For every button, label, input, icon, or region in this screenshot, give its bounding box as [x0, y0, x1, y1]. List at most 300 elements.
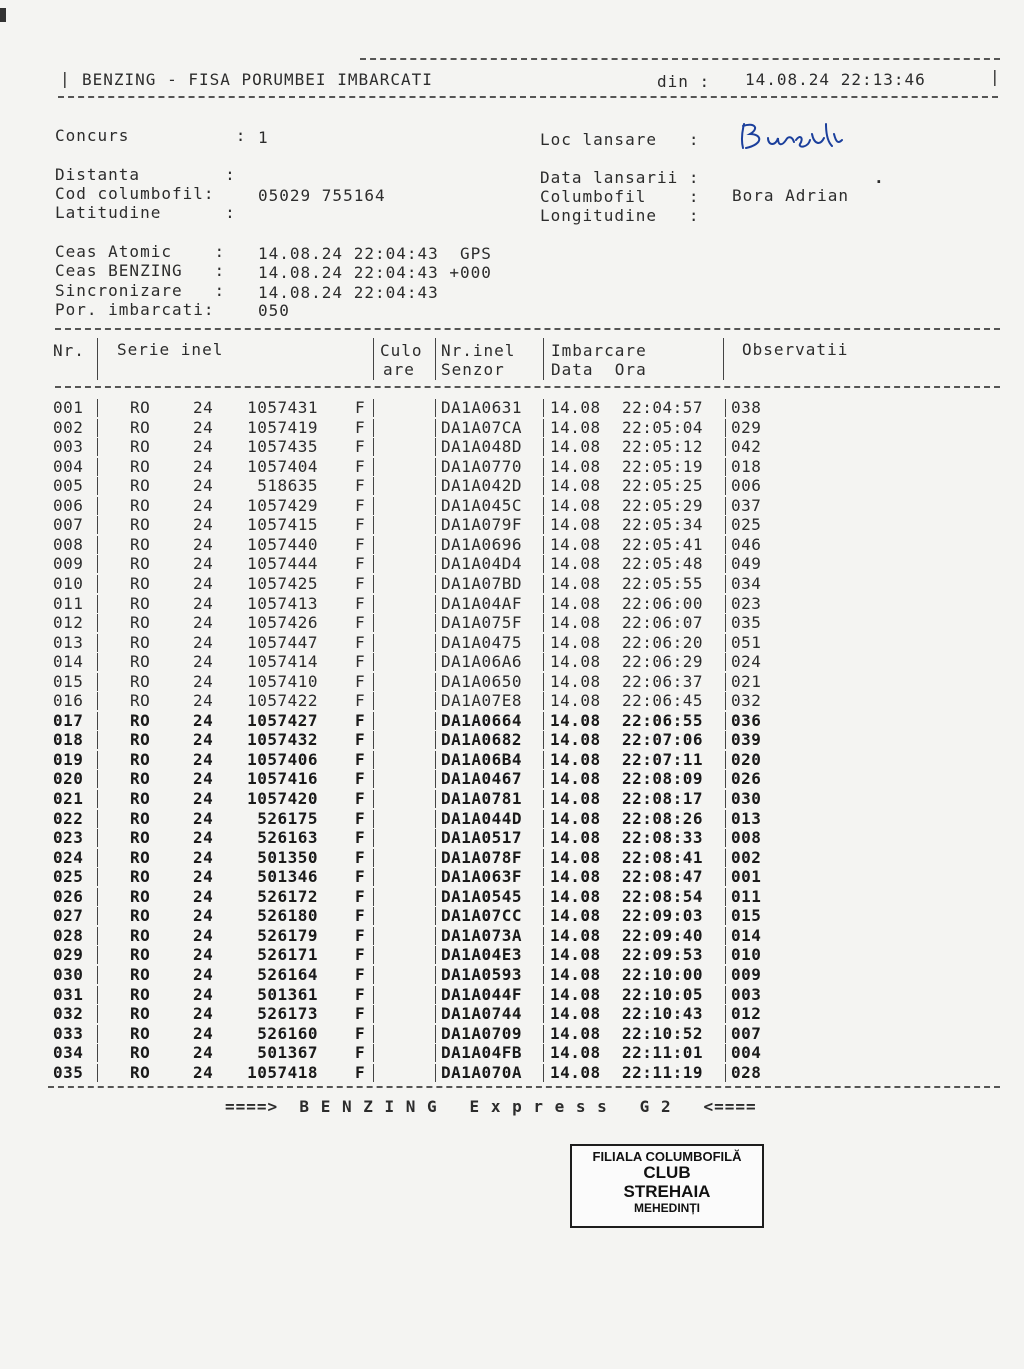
ring-country: RO: [130, 417, 151, 437]
ceas-atomic-label: Ceas Atomic :: [55, 242, 226, 261]
boarding-date: 14.08: [550, 749, 601, 769]
ring-country: RO: [130, 945, 151, 965]
ring-sex: F: [355, 1062, 366, 1082]
ring-country: RO: [130, 710, 151, 730]
observation-code: 004: [731, 1043, 762, 1063]
loc-lansare-handwriting: [738, 116, 846, 154]
row-separator: [435, 1044, 436, 1062]
ring-number: 526173: [257, 1004, 318, 1024]
ring-sex: F: [355, 730, 366, 750]
observation-code: 003: [731, 984, 762, 1004]
sensor-id: DA1A0593: [441, 964, 523, 984]
ring-country: RO: [130, 906, 151, 926]
observation-code: 018: [731, 456, 762, 476]
row-number: 019: [53, 749, 84, 769]
sensor-id: DA1A0744: [441, 1004, 523, 1024]
table-row: [0, 457, 1024, 477]
observation-code: 049: [731, 554, 762, 574]
sensor-id: DA1A06A6: [441, 652, 523, 672]
boarding-date: 14.08: [550, 398, 601, 417]
boarding-date: 14.08: [550, 1023, 601, 1043]
row-separator: [725, 946, 726, 964]
row-separator: [97, 497, 98, 515]
row-number: 021: [53, 789, 84, 808]
row-separator: [373, 946, 374, 964]
boarding-date: 14.08: [550, 495, 601, 515]
row-separator: [725, 927, 726, 945]
ring-country: RO: [130, 964, 151, 984]
sensor-id: DA1A07BD: [441, 573, 523, 593]
boarding-time: 22:10:52: [622, 1023, 704, 1043]
row-separator: [725, 399, 726, 417]
ring-number: 526171: [257, 945, 318, 965]
ring-country: RO: [130, 1062, 151, 1082]
ring-sex: F: [355, 456, 366, 476]
concurs-label: Concurs :: [55, 126, 247, 145]
row-separator: [97, 927, 98, 945]
ring-number: 1057414: [247, 652, 318, 672]
ring-sex: F: [355, 964, 366, 984]
boarding-date: 14.08: [550, 456, 601, 476]
sensor-id: DA1A045C: [441, 495, 523, 515]
table-row: [0, 711, 1024, 731]
sensor-id: DA1A0664: [441, 710, 523, 730]
row-separator: [725, 555, 726, 573]
row-separator: [373, 888, 374, 906]
row-number: 003: [53, 437, 84, 457]
ring-number: 1057416: [247, 769, 318, 789]
col-header-serie: Serie inel: [117, 340, 224, 359]
ring-number: 1057444: [247, 554, 318, 574]
observation-code: 015: [731, 906, 762, 926]
ring-number: 1057431: [247, 398, 318, 417]
row-number: 014: [53, 652, 84, 672]
row-separator: [97, 751, 98, 769]
row-separator: [435, 1005, 436, 1023]
boarding-date: 14.08: [550, 437, 601, 457]
ring-country: RO: [130, 867, 151, 887]
longitudine-label: Longitudine :: [540, 206, 700, 225]
observation-code: 028: [731, 1062, 762, 1082]
print-datetime: 14.08.24 22:13:46: [745, 70, 926, 89]
row-separator: [435, 907, 436, 925]
row-number: 033: [53, 1023, 84, 1043]
row-separator: [435, 575, 436, 593]
row-separator: [373, 907, 374, 925]
observation-code: 026: [731, 769, 762, 789]
sensor-id: DA1A0781: [441, 789, 523, 808]
row-separator: [435, 673, 436, 691]
boarding-date: 14.08: [550, 573, 601, 593]
row-separator: [373, 927, 374, 945]
row-number: 034: [53, 1043, 84, 1063]
row-separator: [543, 575, 544, 593]
table-row: [0, 672, 1024, 692]
sensor-id: DA1A079F: [441, 515, 523, 535]
ring-number: 1057440: [247, 534, 318, 554]
row-separator: [373, 1064, 374, 1082]
row-separator: [725, 907, 726, 925]
ring-country: RO: [130, 749, 151, 769]
row-separator: [725, 653, 726, 671]
ring-year: 24: [193, 867, 214, 887]
ring-year: 24: [193, 398, 214, 417]
row-separator: [435, 790, 436, 808]
ring-year: 24: [193, 925, 214, 945]
ring-sex: F: [355, 1043, 366, 1063]
row-separator: [435, 458, 436, 476]
row-number: 017: [53, 710, 84, 730]
table-row: [0, 769, 1024, 789]
sensor-id: DA1A063F: [441, 867, 523, 887]
row-separator: [373, 810, 374, 828]
sensor-id: DA1A0517: [441, 828, 523, 848]
ring-country: RO: [130, 437, 151, 457]
ring-country: RO: [130, 613, 151, 633]
row-separator: [435, 946, 436, 964]
ring-country: RO: [130, 495, 151, 515]
row-separator: [373, 575, 374, 593]
observation-code: 008: [731, 828, 762, 848]
row-separator: [373, 1005, 374, 1023]
row-separator: [373, 536, 374, 554]
row-separator: [543, 536, 544, 554]
row-separator: [543, 634, 544, 652]
observation-code: 002: [731, 847, 762, 867]
scan-edge-mark: [0, 8, 6, 22]
ring-year: 24: [193, 1023, 214, 1043]
row-separator: [97, 536, 98, 554]
row-separator: [543, 458, 544, 476]
ring-year: 24: [193, 964, 214, 984]
ring-sex: F: [355, 789, 366, 808]
latitudine-label: Latitudine :: [55, 203, 236, 222]
boarding-date: 14.08: [550, 1062, 601, 1082]
table-row: [0, 594, 1024, 614]
row-separator: [543, 810, 544, 828]
row-separator: [543, 770, 544, 788]
ring-country: RO: [130, 769, 151, 789]
row-separator: [435, 477, 436, 495]
ring-sex: F: [355, 769, 366, 789]
row-number: 011: [53, 593, 84, 613]
table-row: [0, 398, 1024, 418]
row-separator: [725, 673, 726, 691]
row-separator: [97, 986, 98, 1004]
boarding-date: 14.08: [550, 515, 601, 535]
ring-year: 24: [193, 515, 214, 535]
row-separator: [435, 399, 436, 417]
ring-number: 526163: [257, 828, 318, 848]
boarding-time: 22:06:20: [622, 632, 704, 652]
row-separator: [97, 810, 98, 828]
sensor-id: DA1A078F: [441, 847, 523, 867]
ring-number: 526160: [257, 1023, 318, 1043]
row-separator: [725, 888, 726, 906]
row-separator: [435, 868, 436, 886]
sensor-id: DA1A0467: [441, 769, 523, 789]
porumbei-imbarcati-label: Por. imbarcati:: [55, 300, 215, 319]
table-header-rule: [55, 386, 1000, 388]
din-label: din :: [657, 72, 711, 91]
club-stamp: [570, 1144, 764, 1228]
row-separator: [97, 1044, 98, 1062]
ring-country: RO: [130, 730, 151, 750]
ring-year: 24: [193, 613, 214, 633]
boarding-date: 14.08: [550, 828, 601, 848]
header-separator: [97, 338, 98, 380]
row-separator: [435, 770, 436, 788]
ring-country: RO: [130, 476, 151, 496]
table-row: [0, 828, 1024, 848]
table-row: [0, 1043, 1024, 1063]
ring-number: 1057404: [247, 456, 318, 476]
row-separator: [373, 438, 374, 456]
boarding-time: 22:05:55: [622, 573, 704, 593]
sensor-id: DA1A0696: [441, 534, 523, 554]
col-header-observatii: Observatii: [742, 340, 849, 359]
row-number: 002: [53, 417, 84, 437]
row-separator: [97, 1064, 98, 1082]
row-number: 023: [53, 828, 84, 848]
ring-year: 24: [193, 1004, 214, 1024]
ring-sex: F: [355, 808, 366, 828]
table-row: [0, 652, 1024, 672]
ring-country: RO: [130, 886, 151, 906]
cod-columbofil-label: Cod columbofil:: [55, 184, 215, 203]
stamp-line-2: CLUB: [643, 1163, 691, 1183]
row-separator: [97, 770, 98, 788]
sensor-id: DA1A0682: [441, 730, 523, 750]
row-separator: [435, 731, 436, 749]
ring-year: 24: [193, 476, 214, 496]
row-number: 018: [53, 730, 84, 750]
observation-code: 042: [731, 437, 762, 457]
boarding-time: 22:07:06: [622, 730, 704, 750]
sensor-id: DA1A075F: [441, 613, 523, 633]
sensor-id: DA1A042D: [441, 476, 523, 496]
observation-code: 013: [731, 808, 762, 828]
col-header-data-ora: Data Ora: [551, 360, 647, 379]
ring-country: RO: [130, 515, 151, 535]
table-top-rule: [55, 328, 1000, 330]
header-separator: [373, 338, 374, 380]
ring-number: 501346: [257, 867, 318, 887]
row-number: 035: [53, 1062, 84, 1082]
observation-code: 007: [731, 1023, 762, 1043]
boarding-date: 14.08: [550, 1004, 601, 1024]
ring-sex: F: [355, 710, 366, 730]
row-separator: [725, 575, 726, 593]
sensor-id: DA1A0650: [441, 671, 523, 691]
row-separator: [725, 614, 726, 632]
ring-year: 24: [193, 456, 214, 476]
ring-sex: F: [355, 632, 366, 652]
stamp-line-3: STREHAIA: [623, 1181, 711, 1201]
row-number: 028: [53, 925, 84, 945]
table-row: [0, 985, 1024, 1005]
row-number: 016: [53, 691, 84, 711]
observation-code: 039: [731, 730, 762, 750]
row-separator: [725, 712, 726, 730]
table-row: [0, 789, 1024, 809]
ring-year: 24: [193, 769, 214, 789]
sensor-id: DA1A048D: [441, 437, 523, 457]
row-separator: [97, 829, 98, 847]
loc-lansare-label: Loc lansare :: [540, 130, 700, 149]
row-separator: [435, 966, 436, 984]
observation-code: 009: [731, 964, 762, 984]
row-separator: [97, 790, 98, 808]
boarding-date: 14.08: [550, 417, 601, 437]
row-separator: [97, 419, 98, 437]
row-number: 005: [53, 476, 84, 496]
row-separator: [373, 419, 374, 437]
boarding-date: 14.08: [550, 652, 601, 672]
boarding-time: 22:08:54: [622, 886, 704, 906]
cod-columbofil-value: 05029 755164: [258, 186, 386, 205]
row-separator: [435, 712, 436, 730]
sensor-id: DA1A044D: [441, 808, 523, 828]
boarding-time: 22:05:19: [622, 456, 704, 476]
ring-year: 24: [193, 1062, 214, 1082]
boarding-time: 22:06:00: [622, 593, 704, 613]
row-number: 024: [53, 847, 84, 867]
observation-code: 014: [731, 925, 762, 945]
ring-country: RO: [130, 398, 151, 417]
row-separator: [373, 966, 374, 984]
sensor-id: DA1A0770: [441, 456, 523, 476]
row-separator: [543, 849, 544, 867]
header-separator: [543, 338, 544, 380]
row-separator: [725, 868, 726, 886]
boarding-time: 22:10:43: [622, 1004, 704, 1024]
ring-year: 24: [193, 593, 214, 613]
row-separator: [435, 634, 436, 652]
boarding-date: 14.08: [550, 730, 601, 750]
row-separator: [97, 966, 98, 984]
ceas-benzing-value: 14.08.24 22:04:43 +000: [258, 263, 492, 282]
table-row: [0, 535, 1024, 555]
ring-country: RO: [130, 671, 151, 691]
boarding-date: 14.08: [550, 945, 601, 965]
header-bottom-rule: [58, 96, 998, 98]
sensor-id: DA1A073A: [441, 925, 523, 945]
observation-code: 030: [731, 789, 762, 808]
row-separator: [435, 829, 436, 847]
row-separator: [435, 751, 436, 769]
ring-sex: F: [355, 906, 366, 926]
row-separator: [543, 614, 544, 632]
boarding-time: 22:06:45: [622, 691, 704, 711]
row-separator: [435, 653, 436, 671]
table-bottom-rule: [48, 1086, 1000, 1088]
boarding-time: 22:06:55: [622, 710, 704, 730]
boarding-time: 22:11:19: [622, 1062, 704, 1082]
table-row: [0, 887, 1024, 907]
row-separator: [543, 1064, 544, 1082]
ring-year: 24: [193, 749, 214, 769]
row-separator: [725, 595, 726, 613]
boarding-time: 22:05:34: [622, 515, 704, 535]
row-separator: [725, 849, 726, 867]
row-number: 020: [53, 769, 84, 789]
boarding-date: 14.08: [550, 671, 601, 691]
boarding-time: 22:05:48: [622, 554, 704, 574]
ring-sex: F: [355, 984, 366, 1004]
sensor-id: DA1A07CA: [441, 417, 523, 437]
ring-country: RO: [130, 652, 151, 672]
table-row: [0, 437, 1024, 457]
row-separator: [373, 770, 374, 788]
ring-number: 1057432: [247, 730, 318, 750]
row-separator: [373, 477, 374, 495]
boarding-time: 22:09:40: [622, 925, 704, 945]
row-separator: [435, 555, 436, 573]
ring-sex: F: [355, 749, 366, 769]
row-separator: [97, 399, 98, 417]
row-number: 025: [53, 867, 84, 887]
row-separator: [435, 888, 436, 906]
row-number: 015: [53, 671, 84, 691]
table-row: [0, 848, 1024, 868]
boarding-time: 22:09:53: [622, 945, 704, 965]
row-separator: [725, 810, 726, 828]
row-separator: [543, 692, 544, 710]
ring-year: 24: [193, 710, 214, 730]
ring-number: 1057427: [247, 710, 318, 730]
row-separator: [543, 986, 544, 1004]
boarding-time: 22:04:57: [622, 398, 704, 417]
sensor-id: DA1A0545: [441, 886, 523, 906]
row-separator: [725, 1044, 726, 1062]
document-title: BENZING - FISA PORUMBEI IMBARCATI: [82, 70, 433, 89]
row-number: 029: [53, 945, 84, 965]
col-header-senzor: Senzor: [441, 360, 505, 379]
sincronizare-label: Sincronizare :: [55, 281, 226, 300]
row-separator: [725, 634, 726, 652]
columbofil-value: Bora Adrian: [732, 186, 849, 205]
row-separator: [543, 790, 544, 808]
col-header-culo: Culo: [380, 341, 423, 360]
row-separator: [97, 868, 98, 886]
ring-number: 1057413: [247, 593, 318, 613]
row-separator: [373, 712, 374, 730]
row-separator: [97, 1005, 98, 1023]
sensor-id: DA1A07E8: [441, 691, 523, 711]
table-row: [0, 554, 1024, 574]
row-separator: [435, 419, 436, 437]
row-separator: [97, 888, 98, 906]
ring-number: 1057410: [247, 671, 318, 691]
ring-number: 501367: [257, 1043, 318, 1063]
row-separator: [543, 497, 544, 515]
ring-sex: F: [355, 945, 366, 965]
observation-code: 024: [731, 652, 762, 672]
ceas-benzing-label: Ceas BENZING :: [55, 261, 226, 280]
ring-year: 24: [193, 808, 214, 828]
row-separator: [543, 946, 544, 964]
ring-number: 1057418: [247, 1062, 318, 1082]
ring-country: RO: [130, 632, 151, 652]
ring-number: 501350: [257, 847, 318, 867]
row-separator: [725, 790, 726, 808]
ring-number: 1057425: [247, 573, 318, 593]
boarding-time: 22:08:17: [622, 789, 704, 808]
header-right-bar: |: [990, 67, 1001, 86]
ring-year: 24: [193, 554, 214, 574]
row-separator: [543, 673, 544, 691]
